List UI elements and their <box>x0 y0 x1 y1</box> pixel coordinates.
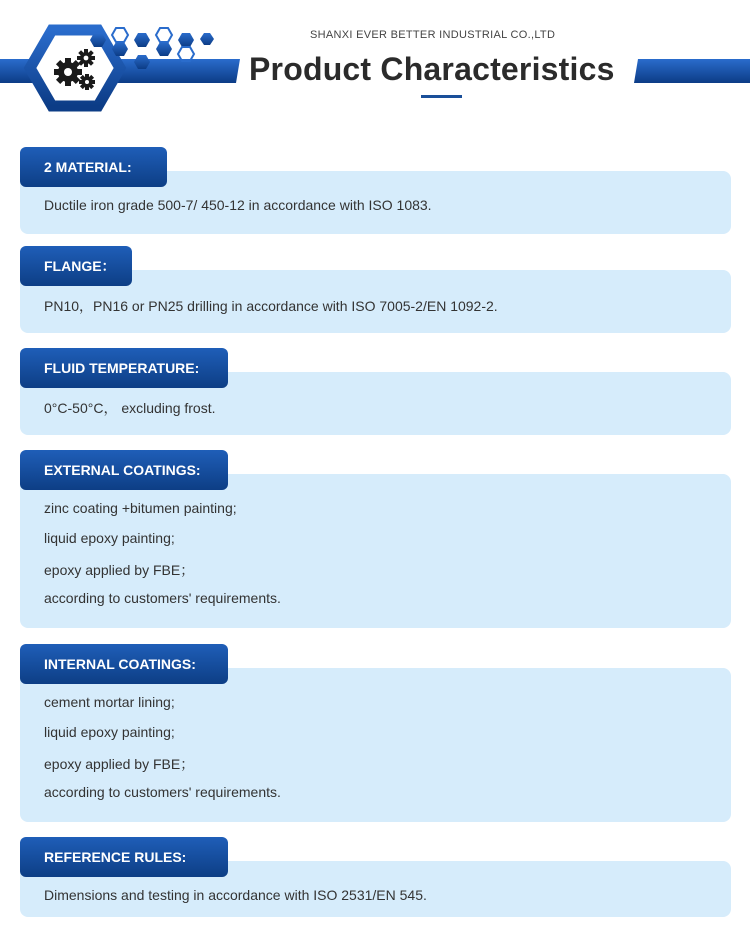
section-line: cement mortar lining; <box>44 694 175 710</box>
section-title: 2 MATERIAL: <box>20 147 167 187</box>
section-line: 0°C-50°C， excluding frost. <box>44 400 216 416</box>
company-name: SHANXI EVER BETTER INDUSTRIAL CO.,LTD <box>310 29 556 41</box>
section-line: liquid epoxy painting; <box>44 530 175 546</box>
section-title: REFERENCE RULES: <box>20 837 228 877</box>
section-fluid-temperature <box>20 348 731 435</box>
section-line: zinc coating +bitumen painting; <box>44 500 237 516</box>
title-decoration-bar <box>634 59 750 83</box>
section-panel <box>20 474 731 628</box>
section-line: Ductile iron grade 500-7/ 450-12 in accordance with ISO 1083. <box>44 197 432 213</box>
header <box>0 0 750 110</box>
section-line: according to customers' requirements. <box>44 590 281 606</box>
section-title: EXTERNAL COATINGS: <box>20 450 228 490</box>
section-panel <box>20 668 731 822</box>
gears-icon <box>0 0 250 115</box>
section-external-coatings <box>20 450 731 628</box>
section-line: liquid epoxy painting; <box>44 724 175 740</box>
section-title: INTERNAL COATINGS: <box>20 644 228 684</box>
section-line: PN10，PN16 or PN25 drilling in accordance with ISO 7005-2/EN 1092-2. <box>44 298 498 314</box>
section-line: epoxy applied by FBE； <box>44 562 195 578</box>
page-title: Product Characteristics <box>249 51 615 87</box>
title-underline <box>421 95 462 98</box>
section-line: Dimensions and testing in accordance with ISO 2531/EN 545. <box>44 887 427 903</box>
section-line: epoxy applied by FBE； <box>44 756 195 772</box>
section-reference-rules <box>20 837 731 917</box>
section-title: FLUID TEMPERATURE: <box>20 348 228 388</box>
section-line: according to customers' requirements. <box>44 784 281 800</box>
section-title: FLANGE： <box>20 246 132 286</box>
section-internal-coatings <box>20 644 731 822</box>
section-flange <box>20 246 731 333</box>
section-material <box>20 147 731 234</box>
